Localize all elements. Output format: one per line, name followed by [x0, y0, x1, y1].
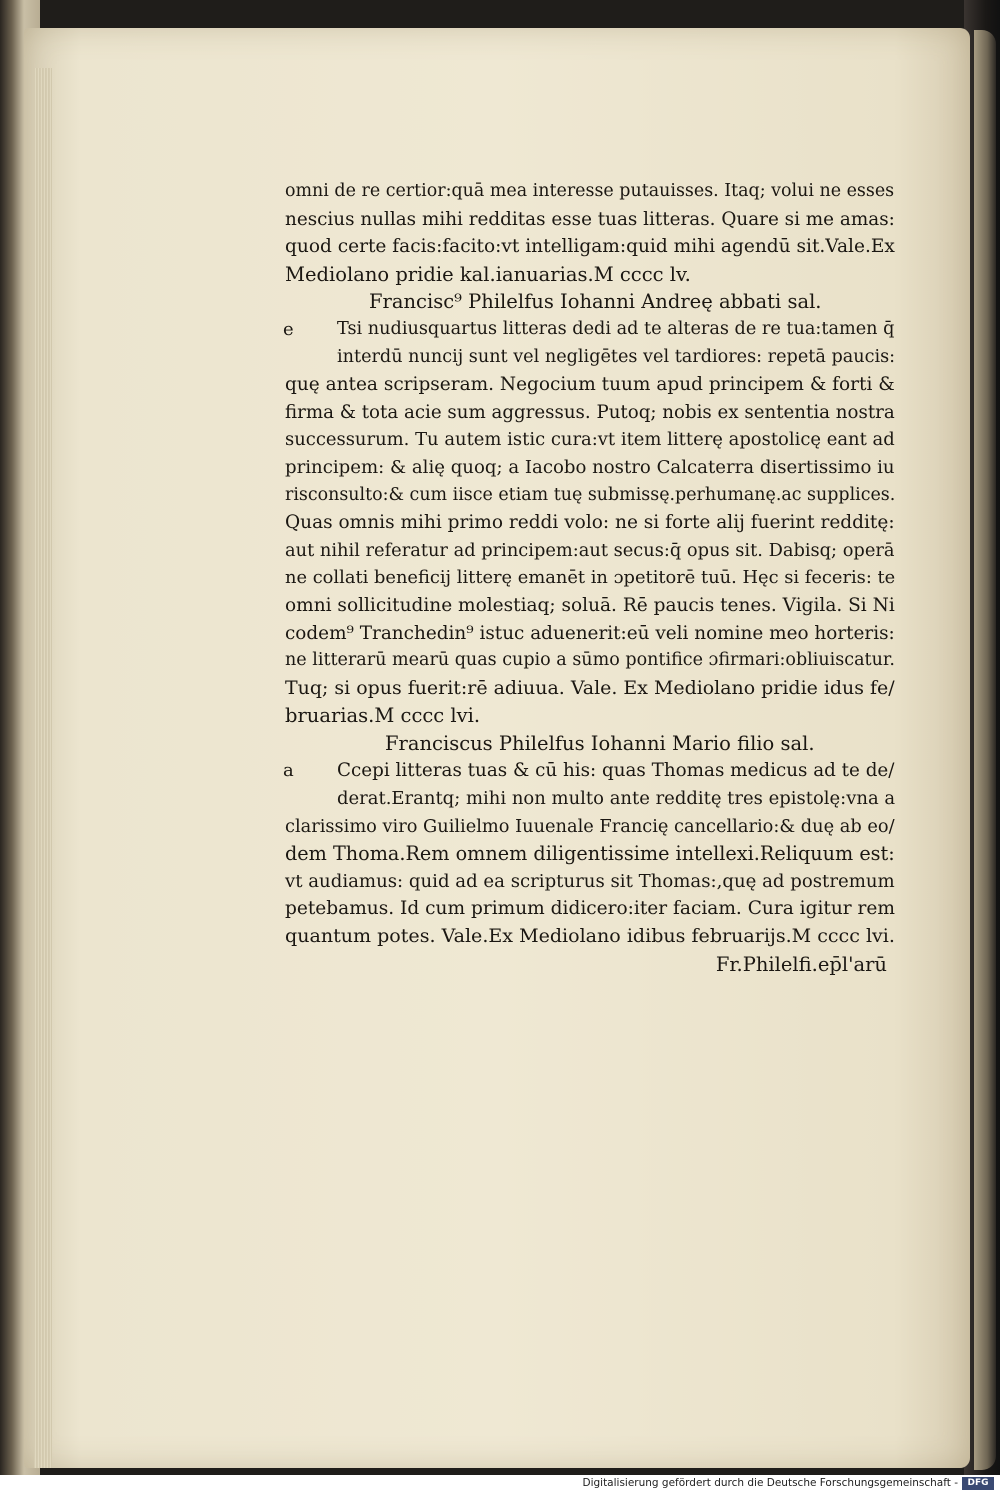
running-closing: Fr.Philelfi.ep̄l'arū	[715, 952, 887, 976]
text-line: aut nihil referatur ad principem:aut secus:q̄ opus sit. Dabisq; operā	[285, 539, 895, 561]
letter-heading: Francisc⁹ Philelfus Iohanni Andreę abbati sal.	[369, 290, 822, 314]
initial-guide-letter: a	[283, 760, 294, 782]
letter3	[285, 730, 895, 978]
text-line: bruarias.M cccc lvi.	[285, 704, 481, 728]
text-line: principem: & alię quoq; a Iacobo nostro Calcaterra disertissimo iu	[285, 456, 895, 478]
text-line: Tsi nudiusquartus litteras dedi ad te alteras de re tua:tamen q̄	[337, 318, 895, 339]
text-line: omni sollicitudine molestiaq; soluā. Rē paucis tenes. Vigila. Si Ni	[285, 594, 895, 616]
funding-notice: Digitalisierung gefördert durch die Deutsche Forschungsgemeinschaft -	[582, 1477, 958, 1489]
text-line: derat.Erantq; mihi non multo ante redditę tres epistolę:vna a	[337, 788, 896, 810]
letter-heading: Franciscus Philelfus Iohanni Mario filio sal.	[385, 731, 815, 755]
text-line: quantum potes. Vale.Ex Mediolano idibus februarijs.M cccc lvi.	[285, 925, 895, 948]
text-line: Quas omnis mihi primo reddi volo: ne si forte alij fuerint redditę:	[285, 512, 895, 534]
footer-bar	[0, 1475, 1000, 1493]
text-line: successurum. Tu autem istic cura:vt item litterę apostolicę eant ad	[285, 429, 895, 451]
text-line: interdū nuncij sunt vel negligētes vel tardiores: repetā paucis:	[337, 346, 896, 367]
page-stack	[34, 68, 52, 1468]
letter-text	[285, 178, 895, 978]
text-line: omni de re certior:quā mea interesse putauisses. Itaq; volui ne esses	[285, 181, 895, 201]
text-line: nescius nullas mihi redditas esse tuas litteras. Quare si me amas:	[285, 208, 895, 230]
text-line: quę antea scripseram. Negocium tuum apud principem & forti &	[285, 374, 895, 396]
text-line: risconsulto:& cum iisce etiam tuę submissę.perhumanę.ac supplices.	[285, 484, 896, 505]
text-line: petebamus. Id cum primum didicero:iter faciam. Cura igitur rem	[285, 898, 895, 920]
text-line: Ccepi litteras tuas & cū his: quas Thomas medicus ad te de/	[337, 760, 895, 782]
dfg-logo: DFG	[962, 1477, 994, 1490]
initial-guide-letter: e	[283, 318, 294, 340]
text-line: vt audiamus: quid ad ea scripturus sit Thomas:,quę ad postremum	[285, 870, 895, 892]
letter1	[285, 178, 895, 288]
text-line: quod certe facis:facito:vt intelligam:quid mihi agendū sit.Vale.Ex	[285, 236, 895, 258]
text-line: ne litterarū mearū quas cupio a sūmo pontifice ɔfirmari:obliuiscatur.	[285, 650, 895, 671]
text-line: ne collati beneficij litterę emanēt in ɔpetitorē tuū. Hęc si feceris: te	[285, 567, 896, 589]
text-line: codem⁹ Tranchedin⁹ istuc aduenerit:eū veli nomine meo horteris:	[285, 622, 895, 644]
text-line: dem Thoma.Rem omnem diligentissime intellexi.Reliquum est:	[285, 842, 895, 866]
text-line: clarissimo viro Guilielmo Iuuenale Francię cancellario:& duę ab eo/	[285, 815, 895, 837]
page-curl	[974, 30, 996, 1470]
text-line: Mediolano pridie kal.ianuarias.M cccc lv.	[285, 262, 691, 286]
text-line: Tuq; si opus fuerit:rē adiuua. Vale. Ex Mediolano pridie idus fe/	[285, 676, 895, 699]
text-line: firma & tota acie sum aggressus. Putoq; nobis ex sententia nostra	[285, 401, 895, 423]
letter2	[285, 288, 895, 730]
